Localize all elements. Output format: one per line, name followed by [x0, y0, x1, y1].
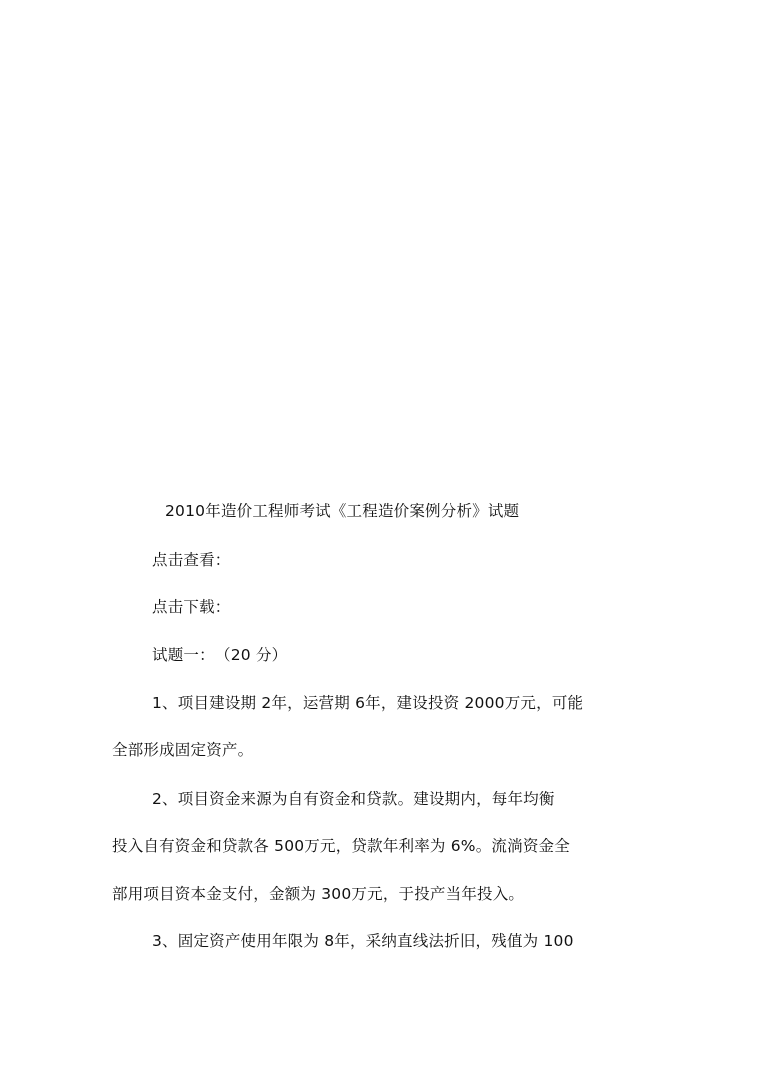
question-heading: 试题一： （20 分）	[152, 646, 288, 664]
view-link-text[interactable]: 点击查看：	[152, 551, 231, 569]
paragraph-line: 投入自有资金和贷款各 500万元，贷款年利率为 6%。流淌资金全	[112, 837, 570, 855]
paragraph-line: 全部形成固定资产。	[112, 741, 254, 759]
paragraph-line: 3、固定资产使用年限为 8年，采纳直线法折旧，残值为 100	[152, 932, 574, 950]
paragraph-line: 1、项目建设期 2年，运营期 6年，建设投资 2000万元，可能	[152, 694, 584, 712]
paragraph-line: 部用项目资本金支付，金额为 300万元，于投产当年投入。	[112, 885, 525, 903]
document-title: 2010年造价工程师考试《工程造价案例分析》试题	[165, 502, 520, 520]
download-link-text[interactable]: 点击下载：	[152, 598, 231, 616]
paragraph-line: 2、项目资金来源为自有资金和贷款。建设期内，每年均衡	[152, 790, 555, 808]
